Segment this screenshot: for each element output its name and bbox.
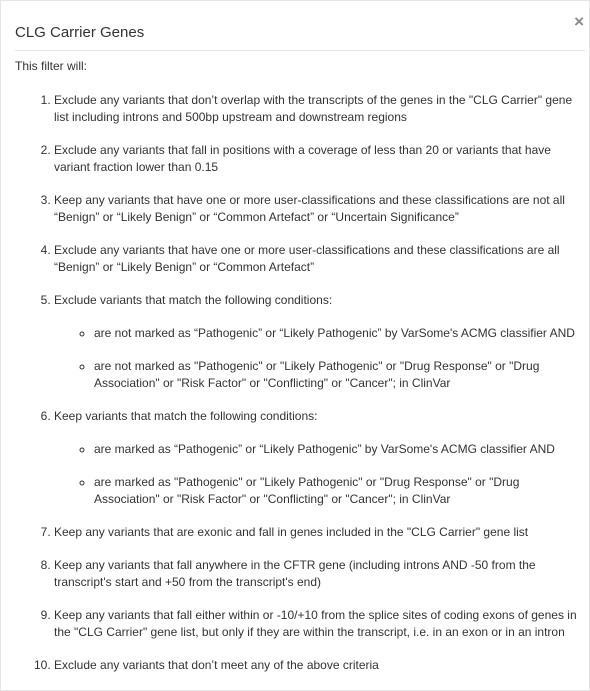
rule-list [1, 92, 590, 690]
rule-item [54, 192, 590, 226]
rule-text: Exclude any variants that don’t overlap with the transcripts of the genes in the "CLG Carrier" gene list including introns and 500bp upstream and downstream regions [54, 93, 573, 124]
rule-item [54, 607, 590, 641]
condition-item: ◦ are marked as "Pathogenic" or "Likely Pathogenic" or "Drug Response" or "Drug Association" or "Risk Factor" or "Conflicting" or "Cancer"; in ClinVar [94, 474, 583, 508]
rule-text: Exclude variants that match the following conditions: [54, 293, 333, 307]
condition-item: ◦ are marked as “Pathogenic” or “Likely Pathogenic” by VarSome's ACMG classifier AND [94, 441, 583, 458]
rule-text: Exclude any variants that fall in positions with a coverage of less than 20 or variants that have variant fraction lower than 0.15 [54, 143, 551, 174]
rule-text: Keep any variants that fall anywhere in the CFTR gene (including introns AND -50 from the transcript's start and +50 from the transcript's end) [54, 558, 536, 589]
close-icon[interactable]: × [574, 12, 584, 31]
rule-item [54, 92, 590, 126]
intro-text: This filter will: [15, 59, 88, 73]
rule-text: Keep any variants that fall either within or -10/+10 from the splice sites of coding exons of genes in the "CLG Carrier" gene list, but only if they are within the transcript, i.e. in an exon or in an intron [54, 608, 577, 639]
condition-item: ◦ are not marked as "Pathogenic" or "Likely Pathogenic" or "Drug Response" or "Drug Association" or "Risk Factor" or "Conflicting" or "Cancer"; in ClinVar [94, 358, 583, 392]
condition-item: ◦ are not marked as “Pathogenic” or “Likely Pathogenic” by VarSome's ACMG classifier AND [94, 325, 583, 342]
rule-text: Keep any variants that are exonic and fall in genes included in the "CLG Carrier" gene list [54, 525, 529, 539]
rule-item [54, 524, 590, 541]
rule-text: Exclude any variants that don’t meet any of the above criteria [54, 658, 379, 672]
condition-list [54, 325, 583, 392]
rule-item [54, 142, 590, 176]
condition-list [54, 441, 583, 508]
rule-text: Exclude any variants that have one or more user-classifications and these classifications are all “Benign” or “Likely Benign” or “Common Artefact” [54, 243, 560, 274]
rule-text: Keep variants that match the following conditions: [54, 409, 318, 423]
rule-text: Keep any variants that have one or more user-classifications and these classifications are not all “Benign” or “Likely Benign” or “Common Artefact” or “Uncertain Significance” [54, 193, 565, 224]
modal-header [15, 1, 585, 51]
rule-item [54, 657, 590, 674]
rule-item [54, 408, 590, 508]
modal-title: CLG Carrier Genes [15, 24, 145, 41]
rule-item [54, 242, 590, 276]
rule-item [54, 557, 590, 591]
rule-item [54, 292, 590, 392]
